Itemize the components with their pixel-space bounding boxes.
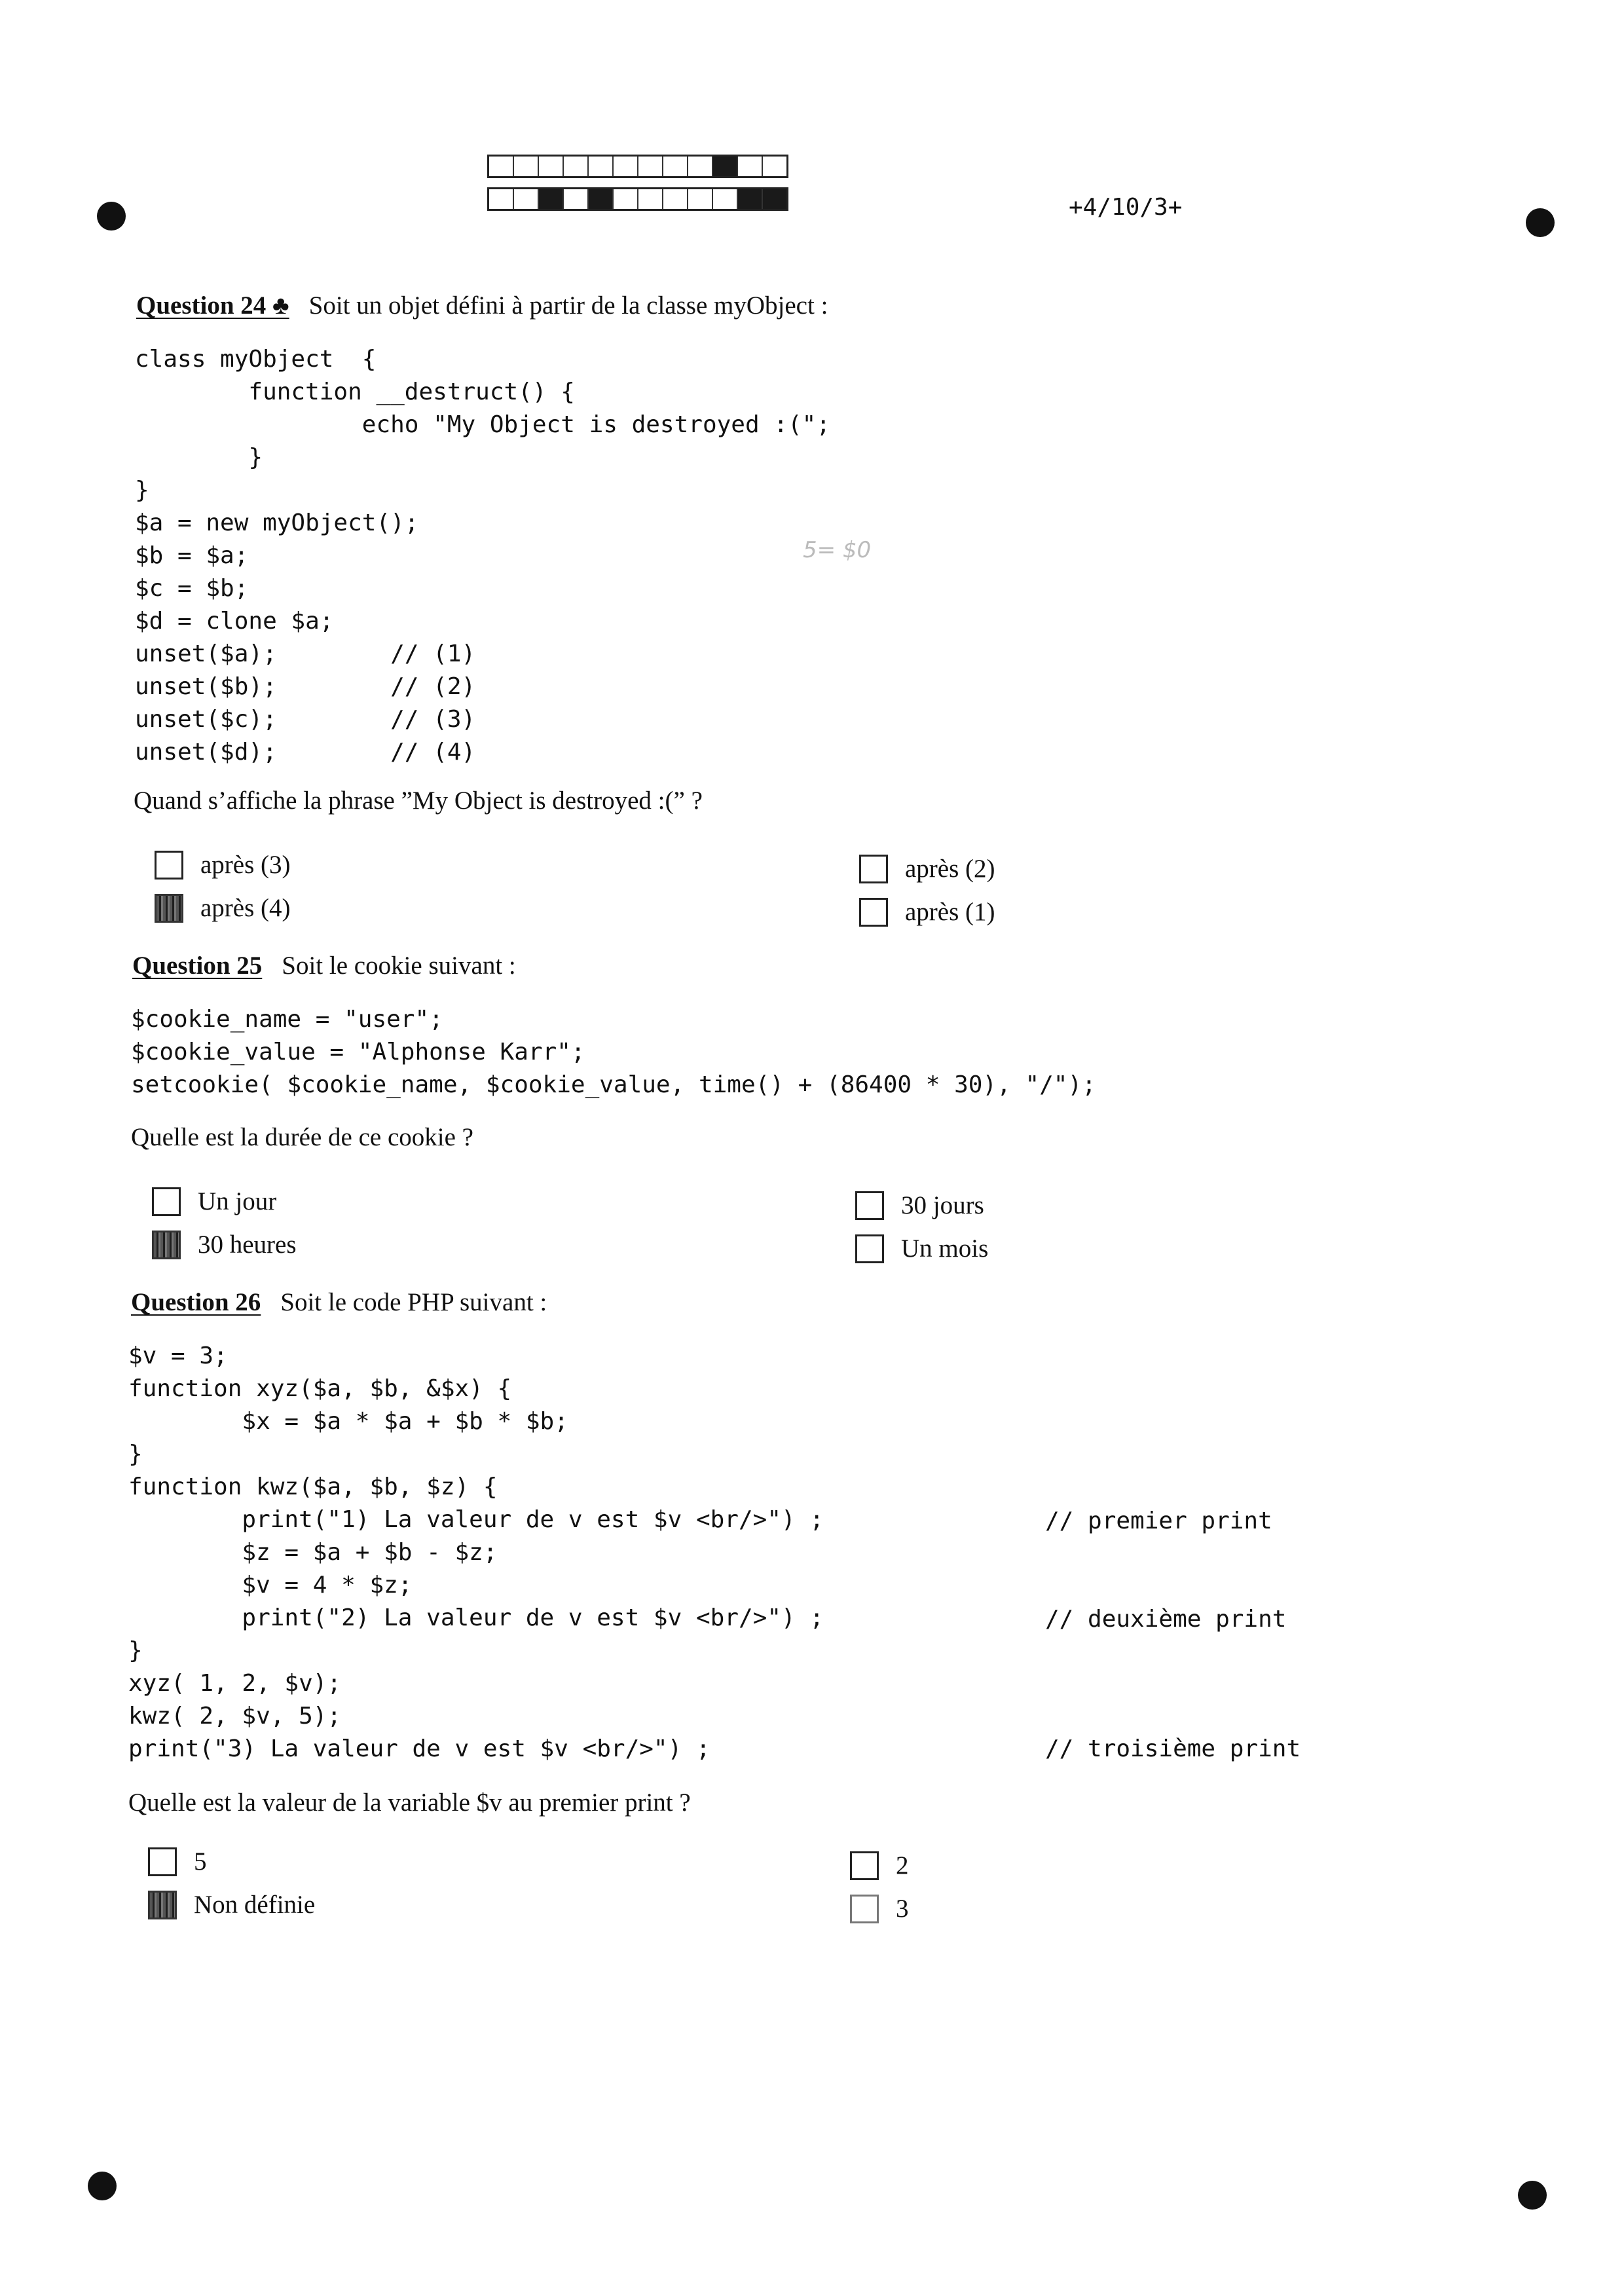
checkbox[interactable] [155, 851, 183, 880]
scan-cell-empty [688, 189, 713, 209]
scan-code-bar-bottom [487, 187, 788, 211]
answer-option[interactable] [148, 1847, 207, 1876]
question-intro: Soit un objet défini à partir de la classe myObject : [308, 291, 828, 320]
answer-label: 2 [896, 1851, 909, 1879]
answer-option[interactable] [859, 897, 995, 927]
checkbox[interactable] [855, 1234, 884, 1263]
code-comment-third-print: // troisième print [1045, 1735, 1301, 1762]
scan-cell-empty [514, 189, 539, 209]
scan-cell-empty [589, 157, 614, 176]
code-block-q26: $v = 3; function xyz($a, $b, &$x) { $x = $a * $a + $b * $b; } function kwz($a, $b, $z) { print("1) La valeur de v est $v <br/>") ; $z = $a + $b - $z; $v = 4 * $z; print("2) La valeur de v est $v <br/>") ; } xyz( 1, 2, $v); kwz( 2, $v, 5); print("3) La valeur de v est $v <br/>") ; [128, 1342, 824, 1762]
answer-label: après (2) [905, 855, 995, 883]
scan-cell-empty [614, 157, 638, 176]
checkbox[interactable] [850, 1895, 879, 1923]
handwritten-note: 5= $0 [803, 537, 872, 563]
scan-cell-empty [638, 189, 663, 209]
scan-cell-empty [713, 189, 738, 209]
registration-dot-top-left [97, 202, 126, 231]
question-26-header [131, 1287, 547, 1317]
answer-label: Un jour [198, 1187, 277, 1215]
answer-option[interactable] [152, 1230, 297, 1259]
checkbox[interactable] [152, 1187, 181, 1216]
question-prompt: Quelle est la durée de ce cookie ? [131, 1123, 473, 1151]
checkbox-checked[interactable] [152, 1231, 181, 1259]
answer-label: Un mois [901, 1234, 989, 1263]
scan-cell-filled [713, 157, 738, 176]
answer-label: 5 [194, 1847, 207, 1876]
answer-label: après (4) [200, 894, 291, 922]
checkbox-checked[interactable] [148, 1891, 177, 1919]
registration-dot-top-right [1526, 208, 1555, 237]
answer-option[interactable] [155, 850, 291, 880]
scan-cell-empty [663, 157, 688, 176]
page-identifier: +4/10/3+ [1069, 194, 1183, 221]
answer-option[interactable] [148, 1890, 315, 1919]
answer-label: après (3) [200, 851, 291, 879]
checkbox-checked[interactable] [155, 894, 183, 923]
scan-cell-filled [738, 189, 763, 209]
scan-cell-empty [614, 189, 638, 209]
code-comment-second-print: // deuxième print [1045, 1606, 1287, 1633]
checkbox[interactable] [859, 898, 888, 927]
scan-cell-empty [663, 189, 688, 209]
question-prompt: Quand s’affiche la phrase ”My Object is destroyed :(” ? [134, 787, 703, 815]
question-24-header [136, 291, 828, 320]
scan-cell-empty [564, 189, 589, 209]
checkbox[interactable] [855, 1191, 884, 1220]
scan-cell-empty [489, 189, 514, 209]
scan-cell-filled [589, 189, 614, 209]
scan-cell-empty [688, 157, 713, 176]
scan-cell-empty [489, 157, 514, 176]
answer-option[interactable] [850, 1851, 909, 1880]
answer-label: 30 heures [198, 1231, 297, 1259]
checkbox[interactable] [850, 1851, 879, 1880]
answer-label: 3 [896, 1895, 909, 1923]
scan-cell-empty [564, 157, 589, 176]
answer-label: Non définie [194, 1891, 316, 1919]
answer-option[interactable] [855, 1234, 988, 1263]
code-block-q24: class myObject { function __destruct() { echo "My Object is destroyed :("; } } $a = new myObject(); $b = $a; $c = $b; $d = clone $a; unset($a); // (1) unset($b); // (2) unset($c); // (3) unset($d); // (4) [135, 346, 831, 766]
checkbox[interactable] [148, 1847, 177, 1876]
scan-cell-empty [738, 157, 763, 176]
scan-code-bar-top [487, 155, 788, 178]
question-number: Question 25 [132, 952, 263, 980]
answer-option[interactable] [155, 893, 291, 923]
scan-cell-empty [514, 157, 539, 176]
question-intro: Soit le code PHP suivant : [280, 1288, 547, 1316]
scan-cell-empty [638, 157, 663, 176]
answer-label: 30 jours [901, 1191, 984, 1219]
code-block-q25: $cookie_name = "user"; $cookie_value = "Alphonse Karr"; setcookie( $cookie_name, $cookie_value, time() + (86400 * 30), "/"); [131, 1006, 1096, 1098]
scan-cell-empty [763, 157, 786, 176]
checkbox[interactable] [859, 855, 888, 883]
registration-dot-bottom-left [88, 2172, 117, 2200]
scan-cell-filled [539, 189, 564, 209]
registration-dot-bottom-right [1518, 2181, 1547, 2210]
question-intro: Soit le cookie suivant : [282, 952, 516, 980]
answer-option[interactable] [850, 1894, 909, 1923]
question-number: Question 24 ♣ [136, 291, 289, 320]
question-25-header [132, 951, 516, 980]
scan-cell-filled [763, 189, 786, 209]
answer-option[interactable] [152, 1187, 276, 1216]
answer-label: après (1) [905, 898, 995, 926]
code-comment-first-print: // premier print [1045, 1508, 1272, 1534]
answer-option[interactable] [855, 1191, 984, 1220]
answer-option[interactable] [859, 854, 995, 883]
question-prompt: Quelle est la valeur de la variable $v au premier print ? [128, 1788, 691, 1817]
question-number: Question 26 [131, 1288, 261, 1316]
scan-cell-empty [539, 157, 564, 176]
